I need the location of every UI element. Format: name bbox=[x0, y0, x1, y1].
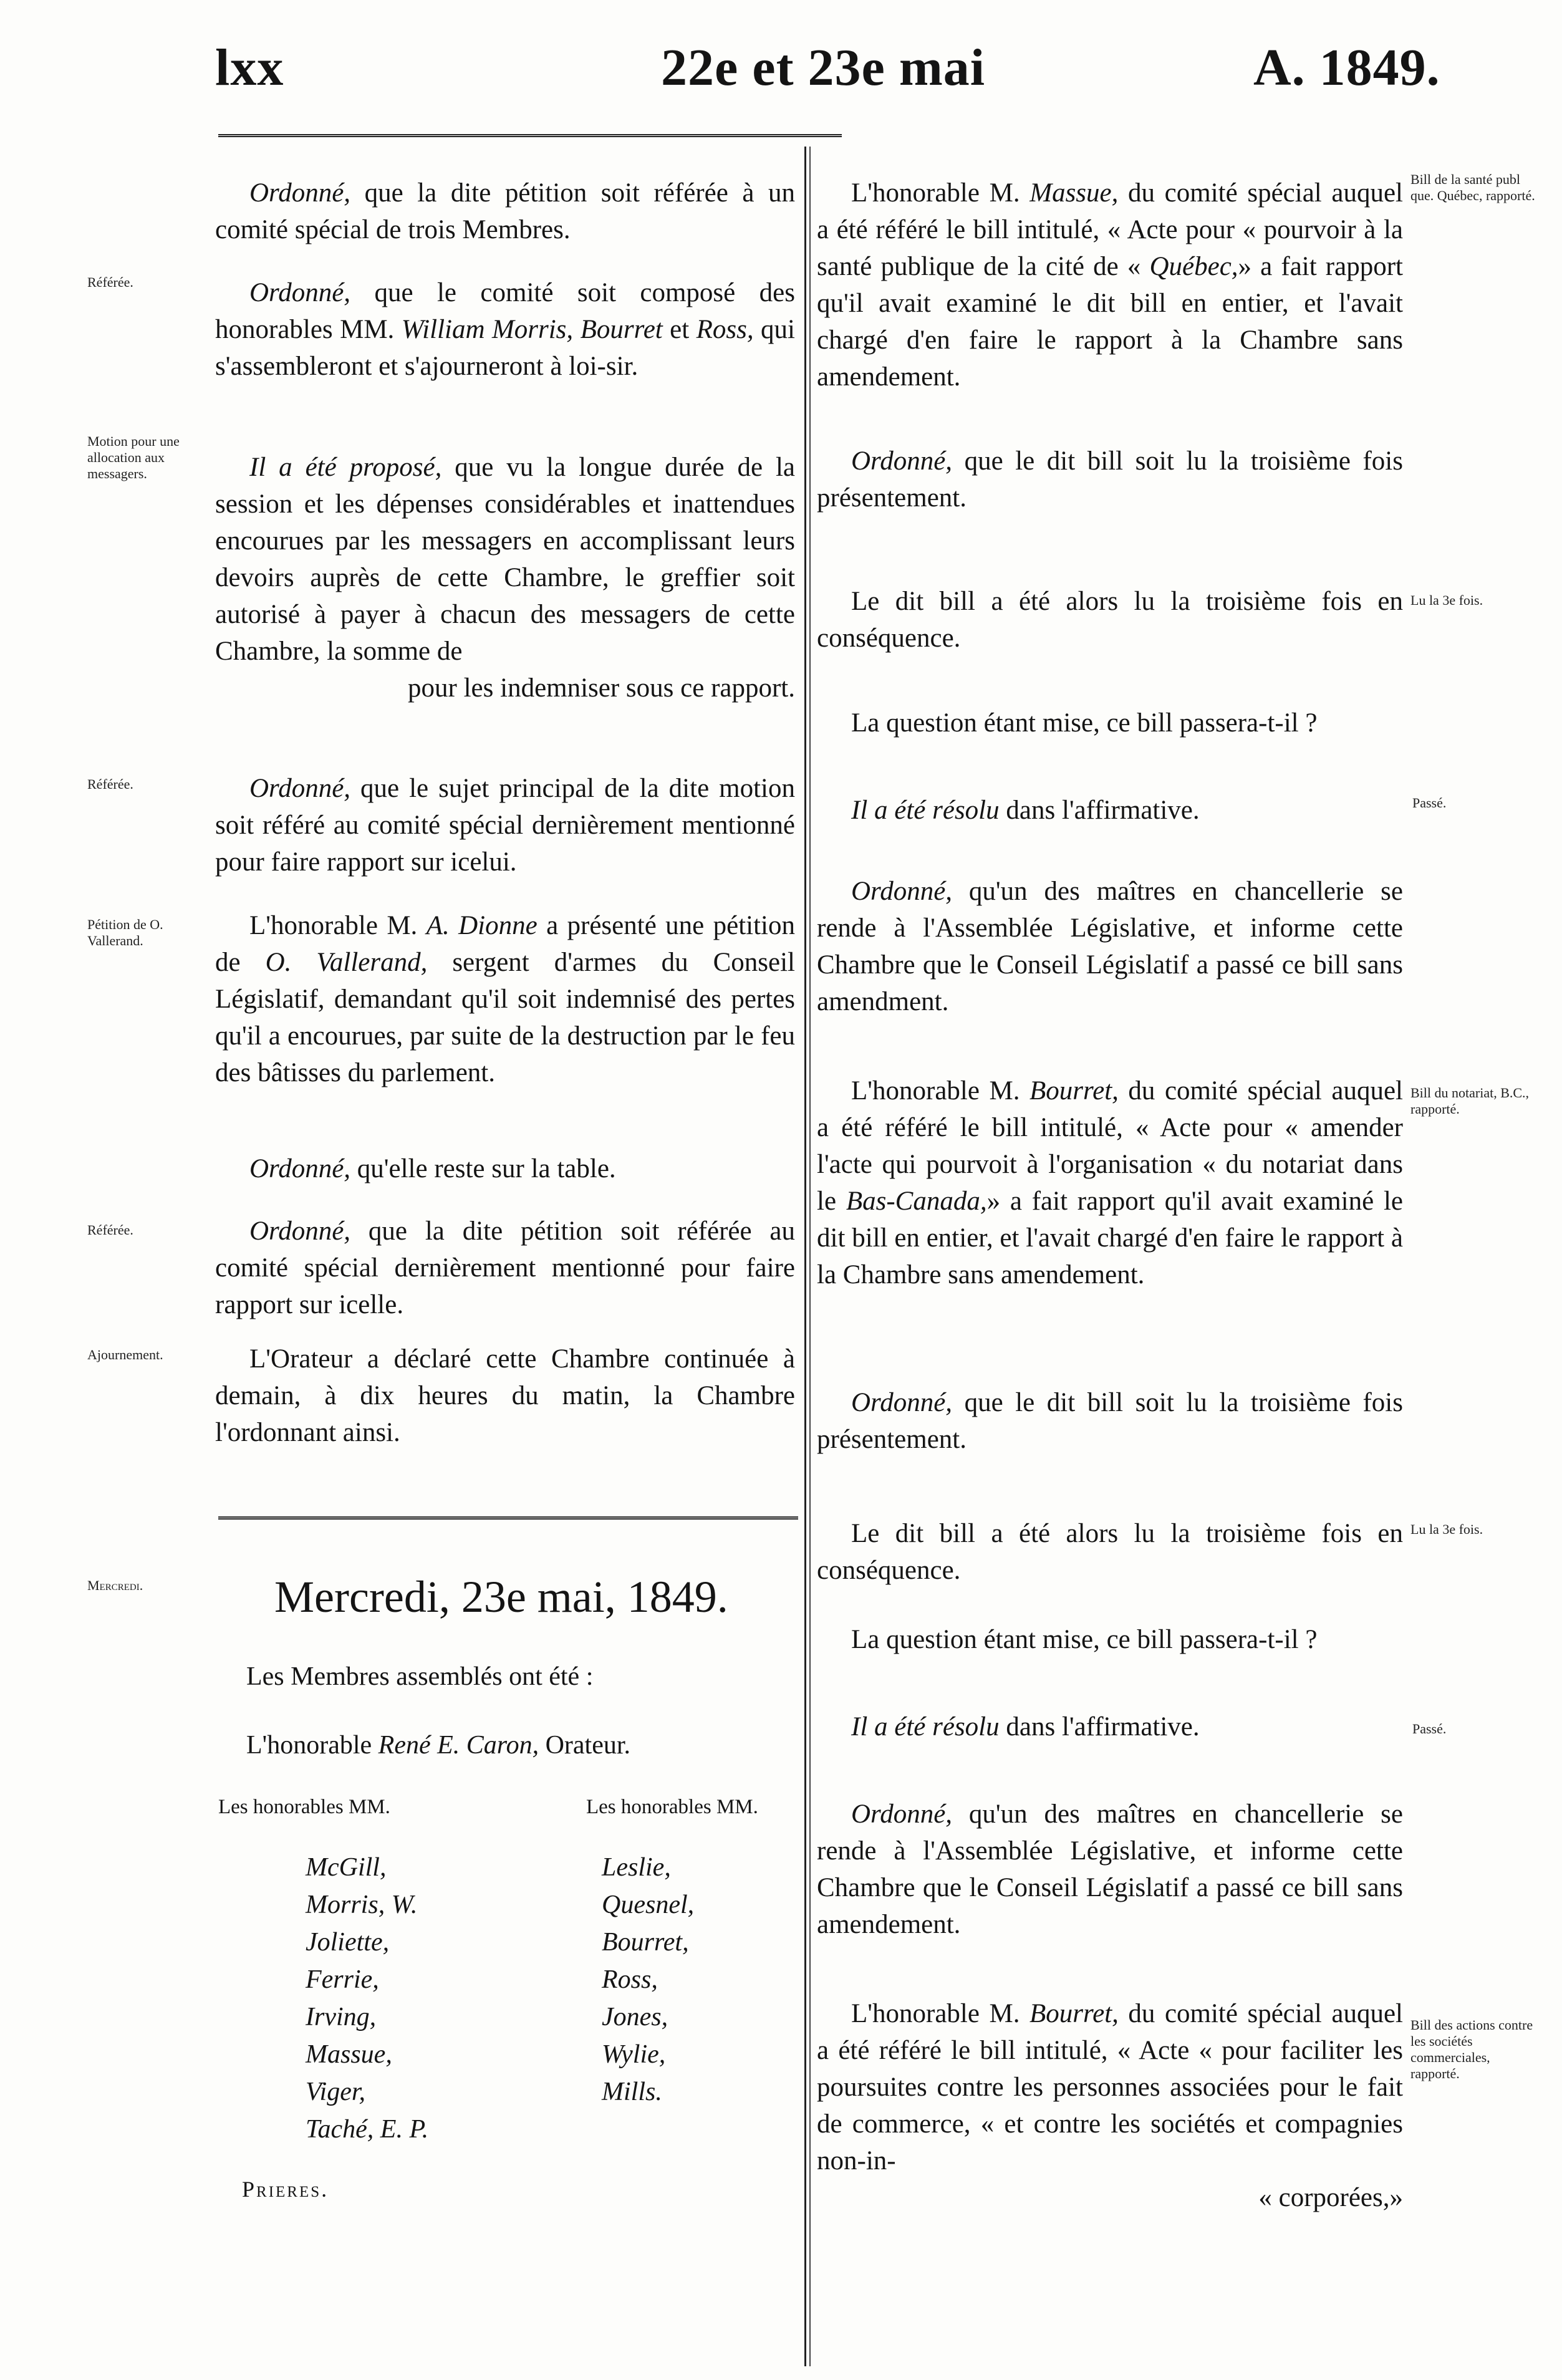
italic-text: Ordonné, bbox=[851, 1799, 953, 1829]
paragraph bbox=[817, 1995, 1403, 2216]
text: que le sujet principal de la dite motion soit référé au comité spécial dernièrement mentionné pour faire rapport sur icelui. bbox=[215, 774, 795, 877]
text: « corporées,» bbox=[1258, 2183, 1403, 2212]
italic-text: Bourret, bbox=[1029, 1999, 1119, 2028]
paragraph-tail bbox=[817, 2179, 1403, 2216]
italic-text: Ordonné, bbox=[249, 1154, 351, 1183]
italic-text: Ordonné, bbox=[249, 774, 351, 803]
member-name: Irving, bbox=[306, 2003, 377, 2031]
text: qu'un des maîtres en chancellerie se rende à l'Assemblée Législative, et informe cette Chambre que le Conseil Législatif a passé ce bill sans amendment. bbox=[817, 877, 1403, 1016]
text: que vu la longue durée de la session et les dépenses considérables et inattendues encourues par les messagers en accomplissant leurs devoirs auprès de cette Chambre, le greffier soit autorisé à payer à chacun des messagers de cette Chambre, la somme de bbox=[215, 453, 795, 666]
text: que le dit bill soit lu la troisième fois présentement. bbox=[817, 1388, 1403, 1454]
member-name: Taché, E. P. bbox=[306, 2115, 429, 2144]
paragraph-tail bbox=[215, 670, 795, 706]
text: et bbox=[662, 315, 697, 344]
margin-note-refere-2: Référée. bbox=[87, 776, 133, 792]
italic-text: Ordonné, bbox=[249, 178, 351, 208]
text: dans l'affirmative. bbox=[999, 1712, 1200, 1742]
text: pour les indemniser sous ce rapport. bbox=[408, 673, 795, 703]
text: L'honorable M. bbox=[851, 1999, 1029, 2028]
text: du comité spécial auquel a été référé le bill intitulé, « Acte pour « amender l'acte qui pourvoit à l'organisation « du notariat dans le bbox=[817, 1076, 1404, 1216]
italic-text: A. Dionne bbox=[426, 911, 538, 940]
paragraph-body bbox=[817, 1995, 1403, 2179]
paragraph: L'Orateur a déclaré cette Chambre continuée à demain, à dix heures du matin, la Chambre l'ordonnant ainsi. bbox=[215, 1344, 795, 1447]
margin-note-passe-2: Passé. bbox=[1412, 1721, 1447, 1737]
prieres: Prieres. bbox=[242, 2177, 329, 2202]
text: que la dite pétition soit référée à un comité spécial de trois Membres. bbox=[215, 178, 795, 244]
text: sergent d'armes du Conseil Législatif, demandant qu'il soit indemnisé des pertes qu'il a encourues, par suite de la destruction par le feu des bâtisses du parlement. bbox=[215, 948, 795, 1087]
paragraph bbox=[215, 175, 795, 248]
paragraph: La question étant mise, ce bill passera-t-il ? bbox=[851, 1625, 1318, 1654]
paragraph bbox=[817, 1796, 1403, 1943]
text: qu'un des maîtres en chancellerie se rende à l'Assemblée Législative, et informe cette Chambre que le Conseil Législatif a passé ce bill sans amendement. bbox=[817, 1799, 1403, 1939]
paragraph-body bbox=[215, 449, 795, 670]
text: » a fait rapport qu'il avait examiné le dit bill en entier, et l'avait chargé d'en faire le rapport à la Chambre sans amendement. bbox=[817, 1187, 1403, 1289]
section-rule bbox=[218, 1516, 798, 1520]
member-name: Ferrie, bbox=[306, 1965, 379, 1994]
margin-note-lu-3e-1: Lu la 3e fois. bbox=[1410, 592, 1483, 608]
member-name: Morris, W. bbox=[306, 1891, 418, 1919]
italic-text: Il a été résolu bbox=[851, 1712, 1000, 1742]
italic-text: O. Vallerand, bbox=[265, 948, 428, 977]
italic-text: Ordonné, bbox=[851, 877, 953, 906]
text: du comité spécial auquel a été référé le bill intitulé, « Acte pour « pourvoir à la santé publique de la cité de « bbox=[817, 178, 1404, 281]
paragraph bbox=[817, 1708, 1403, 1745]
paragraph bbox=[215, 770, 795, 880]
text: que la dite pétition soit référée au comité spécial dernièrement mentionné pour faire rapport sur icelle. bbox=[215, 1216, 795, 1319]
paragraph: Le dit bill a été alors lu la troisième fois en conséquence. bbox=[817, 587, 1403, 653]
text: L'honorable M. bbox=[851, 1076, 1029, 1106]
margin-note-ajournement: Ajournement. bbox=[87, 1347, 163, 1362]
italic-text: Il a été résolu bbox=[851, 796, 1000, 825]
members-column-head-2: Les honorables MM. bbox=[586, 1796, 758, 1818]
text: L'honorable bbox=[246, 1731, 378, 1760]
margin-note-bill-notariat: Bill du notariat, B.C., rapporté. bbox=[1410, 1085, 1530, 1117]
margin-note-petition: Pétition de O. Vallerand. bbox=[87, 917, 163, 948]
italic-text: Ordonné, bbox=[851, 446, 953, 476]
text: L'honorable M. bbox=[249, 911, 427, 940]
margin-note-bill-sante: Bill de la santé publ que. Québec, rapporté. bbox=[1410, 171, 1535, 203]
margin-note-bill-actions: Bill des actions contre les sociétés commerciales, rapporté. bbox=[1410, 2017, 1533, 2081]
margin-note-mercredi: Mercredi. bbox=[87, 1578, 143, 1593]
members-list-1 bbox=[306, 1849, 555, 2148]
top-rule bbox=[218, 134, 842, 137]
speaker-line bbox=[246, 1730, 630, 1760]
italic-text: Québec, bbox=[1149, 252, 1238, 281]
paragraph: La question étant mise, ce bill passera-t-il ? bbox=[851, 708, 1318, 738]
italic-text: Ordonné, bbox=[851, 1388, 953, 1417]
italic-text: Bourret, bbox=[1029, 1076, 1119, 1106]
margin-note-motion: Motion pour une allocation aux messagers. bbox=[87, 433, 180, 481]
column-divider bbox=[804, 147, 811, 2366]
member-name: Massue, bbox=[306, 2040, 392, 2069]
paragraph bbox=[817, 873, 1403, 1020]
text: dans l'affirmative. bbox=[999, 796, 1200, 825]
day-title: Mercredi, 23e mai, 1849. bbox=[274, 1572, 728, 1622]
margin-note-passe-1: Passé. bbox=[1412, 795, 1447, 811]
member-name: Mills. bbox=[602, 2078, 662, 2106]
member-name: Wylie, bbox=[602, 2040, 666, 2069]
paragraph bbox=[215, 907, 795, 1091]
paragraph bbox=[817, 443, 1403, 516]
margin-note-refere-1: Référée. bbox=[87, 274, 133, 290]
text: du comité spécial auquel a été référé le bill intitulé, « Acte « pour faciliter les poursuites contre les personnes associées pour le fait de commerce, « et contre les sociétés et compagnies non-in- bbox=[817, 1999, 1404, 2175]
text: que le dit bill soit lu la troisième fois présentement. bbox=[817, 446, 1403, 513]
member-name: Quesnel, bbox=[602, 1891, 695, 1919]
paragraph bbox=[817, 175, 1403, 395]
member-name: Bourret, bbox=[602, 1928, 689, 1957]
italic-text: William Morris, Bourret bbox=[401, 315, 663, 344]
assembled-line: Les Membres assemblés ont été : bbox=[246, 1662, 594, 1691]
members-list-2 bbox=[602, 1849, 789, 2111]
paragraph bbox=[215, 449, 795, 706]
margin-note-lu-3e-2: Lu la 3e fois. bbox=[1410, 1521, 1483, 1537]
year: A. 1849. bbox=[1253, 39, 1440, 97]
member-name: Viger, bbox=[306, 2078, 366, 2106]
paragraph bbox=[215, 1213, 795, 1323]
member-name: Ross, bbox=[602, 1965, 658, 1994]
italic-text: Ross, bbox=[696, 315, 754, 344]
member-name: Jones, bbox=[602, 2003, 668, 2031]
running-title: 22e et 23e mai bbox=[661, 39, 986, 97]
paragraph bbox=[817, 792, 1403, 829]
paragraph bbox=[817, 1384, 1403, 1458]
page-number: lxx bbox=[215, 39, 284, 97]
text: qui s'assembleront et s'ajourneront à loi-sir. bbox=[215, 315, 795, 381]
member-name: Leslie, bbox=[602, 1853, 671, 1882]
italic-text: René E. Caron, bbox=[378, 1731, 539, 1760]
text: a présenté une pétition de bbox=[215, 911, 795, 977]
italic-text: Massue, bbox=[1029, 178, 1119, 208]
text: L'honorable M. bbox=[851, 178, 1030, 208]
members-column-head-1: Les honorables MM. bbox=[218, 1796, 390, 1818]
margin-note-refere-3: Référée. bbox=[87, 1222, 133, 1238]
italic-text: Bas-Canada, bbox=[846, 1187, 987, 1216]
text: que le comité soit composé des honorables MM. bbox=[215, 278, 795, 344]
member-name: McGill, bbox=[306, 1853, 387, 1882]
paragraph bbox=[215, 1150, 795, 1187]
italic-text: Ordonné, bbox=[249, 278, 351, 307]
text: Orateur. bbox=[539, 1731, 631, 1760]
paragraph bbox=[817, 1072, 1403, 1293]
text: qu'elle reste sur la table. bbox=[350, 1154, 616, 1183]
text: » a fait rapport qu'il avait examiné le dit bill en entier, et l'avait chargé d'en faire le rapport à la Chambre sans amendement. bbox=[817, 252, 1403, 392]
member-name: Joliette, bbox=[306, 1928, 390, 1957]
italic-text: Il a été proposé, bbox=[249, 453, 442, 482]
paragraph bbox=[215, 274, 795, 385]
paragraph: Le dit bill a été alors lu la troisième fois en conséquence. bbox=[817, 1519, 1403, 1585]
italic-text: Ordonné, bbox=[249, 1216, 351, 1246]
